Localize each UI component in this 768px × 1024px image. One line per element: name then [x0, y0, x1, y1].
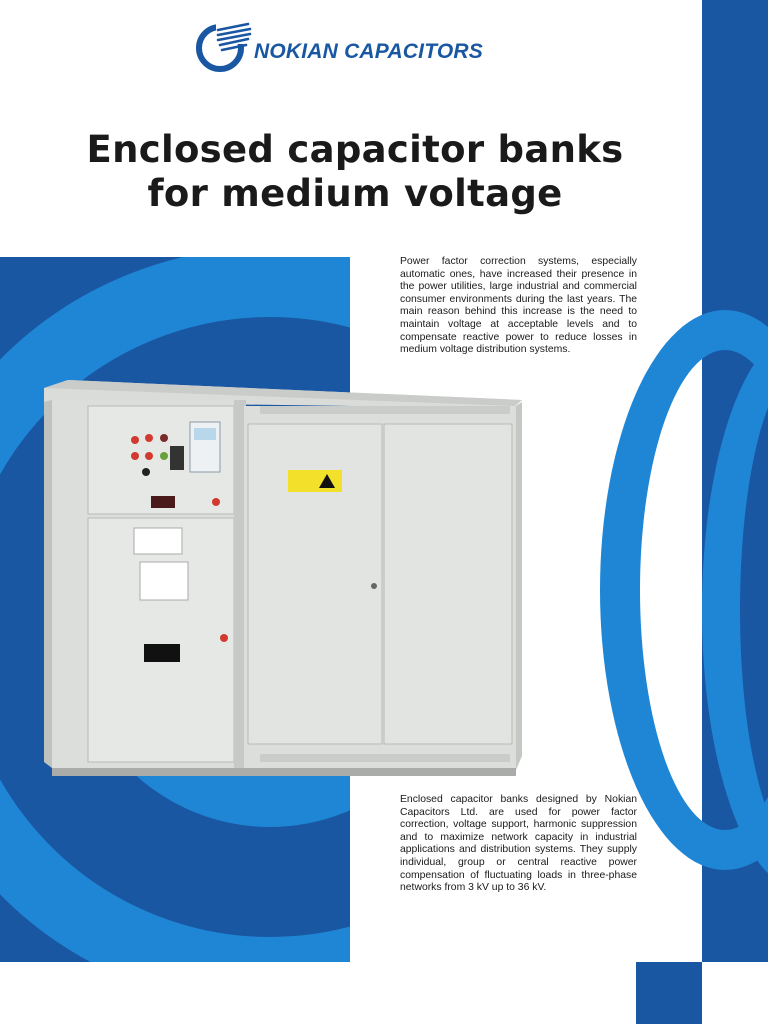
bottom-decorative-block	[636, 962, 702, 1024]
intro-paragraph: Power factor correction systems, especially automatic ones, have increased their presence in the power utilities, large industrial and commercial consumer environments during the last years. The main reason behind this increase is the need to maintain voltage at acceptable levels and to compensate reactive power to reduce losses in medium voltage distribution systems.	[400, 256, 637, 356]
brand-logo	[196, 20, 483, 72]
capacitor-bank-cabinet-image	[44, 376, 524, 786]
description-paragraph: Enclosed capacitor banks designed by Nokian Capacitors Ltd. are used for power factor correction, voltage support, harmonic suppression and to maximize network capacity in industrial applications and distribution systems. They supply individual, group or central reactive power compensation of fluctuating loads in three-phase networks from 3 kV up to 36 kV.	[400, 794, 637, 894]
brand-name: NOKIAN CAPACITORS	[254, 40, 483, 63]
title-line-1: Enclosed capacitor banks	[86, 128, 624, 171]
page-title	[40, 128, 670, 216]
title-line-2: for medium voltage	[147, 172, 563, 215]
logo-mark-icon	[196, 20, 252, 72]
